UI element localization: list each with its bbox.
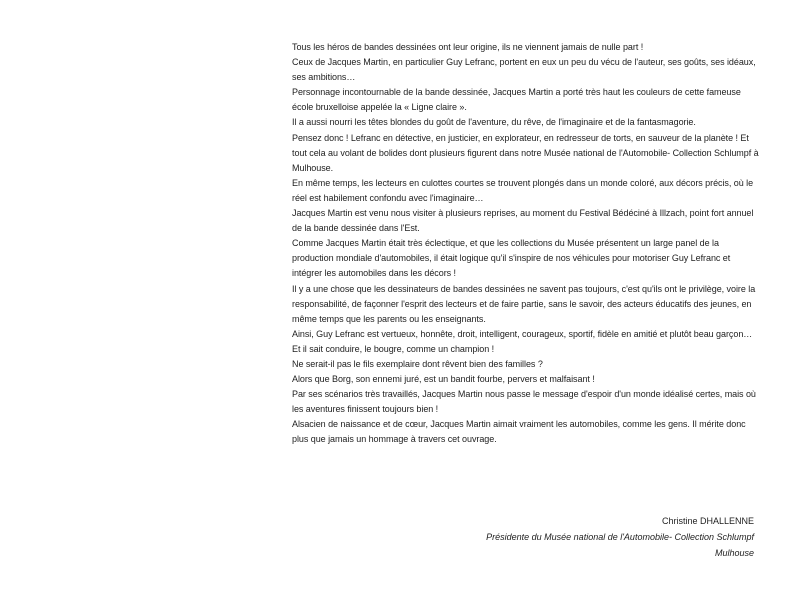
paragraph: Comme Jacques Martin était très éclectique, et que les collections du Musée présentent un large panel de la production mondiale d'automobiles, il était logique qu'il s'inspire de nos véhicules pour motoriser Guy Lefranc et intégrer les automobiles dans les décors ! bbox=[292, 238, 731, 279]
paragraph: Pensez donc ! Lefranc en détective, en justicier, en explorateur, en redresseur de torts, en sauveur de la planète ! Et tout cela au volant de bolides dont plusieurs figurent dans notre Musée national de l'Automobile- Collection Schlumpf à Mulhouse. bbox=[292, 132, 759, 173]
paragraph: Ne serait-il pas le fils exemplaire dont rêvent bien des familles ? bbox=[292, 358, 543, 369]
paragraph: En même temps, les lecteurs en culottes courtes se trouvent plongés dans un monde coloré, aux décors précis, où le réel est habilement confondu avec l'imaginaire… bbox=[292, 177, 754, 203]
paragraph: Ceux de Jacques Martin, en particulier Guy Lefranc, portent en eux un peu du vécu de l'auteur, ses goûts, ses idéaux, ses ambitions… bbox=[292, 57, 756, 83]
signatory-title: Présidente du Musée national de l'Automobile- Collection Schlumpf bbox=[486, 532, 754, 542]
paragraph: Alors que Borg, son ennemi juré, est un bandit fourbe, pervers et malfaisant ! bbox=[292, 374, 595, 385]
signatory-city: Mulhouse bbox=[714, 548, 754, 558]
paragraph: Alsacien de naissance et de cœur, Jacques Martin aimait vraiment les automobiles, comme les gens. Il mérite donc plus que jamais un hommage à travers cet ouvrage. bbox=[292, 419, 746, 445]
paragraph: Jacques Martin est venu nous visiter à plusieurs reprises, au moment du Festival Bédéciné à Illzach, point fort annuel de la bande dessinée dans l'Est. bbox=[292, 208, 754, 234]
paragraph: Tous les héros de bandes dessinées ont leur origine, ils ne viennent jamais de nulle part ! bbox=[292, 42, 644, 52]
paragraph: Par ses scénarios très travaillés, Jacques Martin nous passe le message d'espoir d'un monde idéalisé certes, mais où les aventures finissent toujours bien ! bbox=[292, 389, 756, 415]
paragraph: Ainsi, Guy Lefranc est vertueux, honnête, droit, intelligent, courageux, sportif, fidèle en amitié et plutôt beau garçon… Et il sait conduire, le bougre, comme un champion ! bbox=[292, 328, 753, 354]
signature-block bbox=[354, 513, 754, 561]
foreword-body bbox=[292, 40, 762, 448]
signatory-name: Christine DHALLENNE bbox=[661, 516, 754, 526]
paragraph: Personnage incontournable de la bande dessinée, Jacques Martin a porté très haut les couleurs de cette fameuse école bruxelloise appelée la « Ligne claire ». bbox=[292, 87, 741, 113]
paragraph: Il y a une chose que les dessinateurs de bandes dessinées ne savent pas toujours, c'est qu'ils ont le privilège, voire la responsabilité, de façonner l'esprit des lecteurs et de faire partie, sans le savoir, des acteurs éducatifs des jeunes, en même temps que les parents ou les enseignants. bbox=[292, 283, 756, 324]
paragraph: Il a aussi nourri les têtes blondes du goût de l'aventure, du rêve, de l'imaginaire et de la fantasmagorie. bbox=[292, 117, 696, 128]
